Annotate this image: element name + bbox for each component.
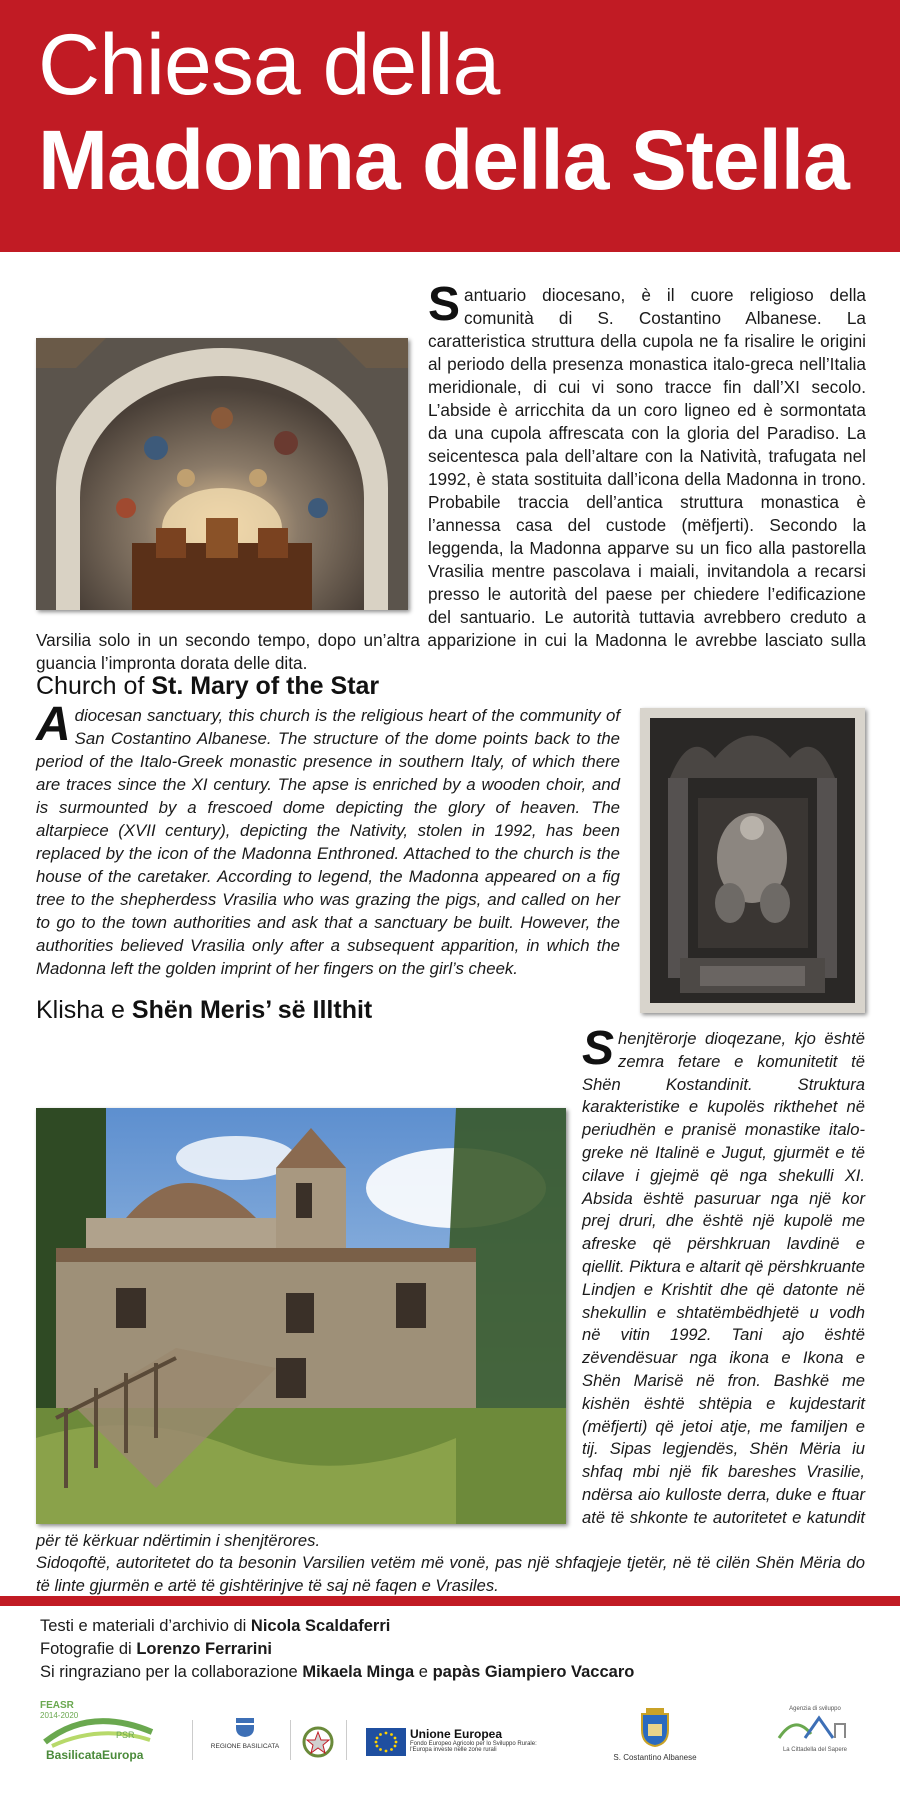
albanian-heading-regular: Klisha e <box>36 996 132 1024</box>
regione-shield-icon <box>234 1716 256 1738</box>
italian-dropcap: S <box>428 278 461 331</box>
gal-top-label: Agenzia di sviluppo <box>789 1706 841 1712</box>
albanian-text: henjtërorje dioqezane, kjo është zemra fetare e komunitetit të Shën Kostandinit. Struktura karakteristike e kupolës rikthehet në periudhën e pranisë monastike italo-greke në Italinë e Jugut, gjurmët e të cilave i gjejmë që nga shekulli XI. Absida është pasuruar nga një kor prej druri, dhe është një kupolë me afreske që përshkruan lavdinë e qiellit. Piktura e altarit që përshkruante Lindjen e Krishtit dhe që datonte në shekullin e shtatëmbëdhjetë u vodh në vitin 1992. Tani ajo është zëvendësuar nga ikona e Ikona e Shën Marisë në fron. Bashkë me kishën është shtëpia e kujdestarit (mëfjerti) që jetoi atje, me familjen e tij. Sipas legjendës, Shën Mëria iu shfaq mbi një fik bareshes Vrasilie, ndërsa aio kulloste derra, duke e ftuar atë të shkonte te autoritetet e katundit për të kërkuar ndërtimin i shenjtërores. <box>36 1029 865 1550</box>
credit-line-3: Si ringraziano per la collaborazione Mikaela Minga e papàs Giampiero Vaccaro <box>40 1663 635 1681</box>
eu-text <box>410 1727 550 1753</box>
eu-sub2: l'Europa investe nelle zone rurali <box>410 1747 497 1753</box>
credit-line-2: Fotografie di Lorenzo Ferrarini <box>40 1640 273 1658</box>
title-line-1: Chiesa della <box>38 17 500 113</box>
star-emblem-icon <box>302 1726 334 1758</box>
feasr-swoosh-icon <box>40 1710 160 1750</box>
title-line-2: Madonna della Stella <box>38 113 849 207</box>
altarpiece-photo <box>640 708 865 1013</box>
gal-mark-icon <box>775 1712 855 1742</box>
italian-republic-emblem <box>302 1726 334 1758</box>
feasr-logo <box>40 1700 160 1768</box>
feasr-years: 2014-2020 <box>40 1711 79 1720</box>
separator-2 <box>290 1720 291 1760</box>
english-paragraph <box>36 698 620 980</box>
eu-title: Unione Europea <box>410 1727 503 1741</box>
footer-red-bar <box>0 1596 900 1606</box>
regione-label: REGIONE BASILICATA <box>210 1743 280 1750</box>
eu-flag <box>366 1728 406 1756</box>
gal-bottom-label: La Cittadella del Sapere <box>782 1747 848 1753</box>
english-heading <box>36 674 379 699</box>
albanian-dropcap: S <box>582 1022 615 1075</box>
albanian-text-2: Sidoqoftë, autoritetet do ta besonin Varsilien vetëm më vonë, pas një shfaqjeje tjetër, në të cilën Shën Mëria do të linte gjurmën e artë të gishtërinjve të saj në faqen e Vrasiles. <box>36 1553 865 1596</box>
albanian-paragraph <box>36 1022 865 1596</box>
english-text: diocesan sanctuary, this church is the religious heart of the community of San Costantino Albanese. The structure of the dome points back to the period of the Italo-Greek monastic presence in southern Italy, of which there are traces since the XI century. The apse is enriched by a wooden choir, and is surmounted by a frescoed dome depicting the glory of heaven. The altarpiece (XVII century), depicting the Nativity, stolen in 1992, has been replaced by the icon of the Madonna Enthroned. Attached to the church is the house of the caretaker. According to legend, the Madonna appeared on a fig tree to the shepherdess Vrasilia who was grazing the pigs, and called on her to go to the town authorities and ask that a sanctuary be built. However, the authorities believed Vrasilia only after a subsequent apparition, in which the Madonna left the golden imprint of her fingers on the girl’s cheek. <box>36 706 620 978</box>
feasr-label: FEASR <box>40 1700 74 1711</box>
separator-3 <box>346 1720 347 1760</box>
english-heading-bold: St. Mary of the Star <box>151 672 380 700</box>
separator-1 <box>192 1720 193 1760</box>
albanian-heading <box>36 998 372 1023</box>
gal-logo <box>760 1706 870 1766</box>
italian-text: antuario diocesano, è il cuore religioso della comunità di S. Costantino Albanese. La caratteristica struttura della cupola ne fa risalire le origini al periodo della presenza monastica italo-greca nell’Italia meridionale, di cui vi sono tracce fin dall’XI secolo. L’abside è arricchita da un coro ligneo ed è sormontata da una cupola affrescata con la gloria del Paradiso. La seicentesca pala dell’altare con la Natività, trafugata nel 1992, è stata sostituita dall’icona della Madonna in trono. Probabile traccia dell’antica struttura monastica è l’annessa casa del custode (mëfjerti). Secondo la leggenda, la Madonna apparve su un fico alla pastorella Vrasilia mentre pascolava i maiali, invitandola a recarsi presso le autorità del paese per chiedere l’edificazione del santuario. Le autorità tuttavia avrebbero creduto a Varsilia solo in un secondo tempo, dopo un’altra apparizione in cui la Madonna le avrebbe lasciato sulla guancia l’impronta dorata delle dita. <box>36 285 866 673</box>
psr-label: PSR <box>116 1730 135 1740</box>
eu-stars-icon <box>366 1728 406 1756</box>
basilicata-europa-label: BasilicataEuropa <box>46 1748 144 1762</box>
english-dropcap: A <box>36 698 71 751</box>
comune-label: S. Costantino Albanese <box>613 1753 697 1762</box>
albanian-heading-bold: Shën Meris’ së Illthit <box>131 996 373 1024</box>
credit-line-1: Testi e materiali d’archivio di Nicola Scaldaferri <box>40 1617 391 1635</box>
regione-basilicata-logo <box>205 1716 285 1766</box>
english-heading-regular: Church of <box>36 672 152 700</box>
comune-logo <box>600 1706 710 1766</box>
italian-paragraph <box>36 278 866 673</box>
eu-sub1: Fondo Europeo Agricolo per lo Sviluppo Rurale: <box>410 1741 537 1747</box>
header-banner <box>0 0 900 252</box>
municipal-crest-icon <box>638 1706 672 1748</box>
